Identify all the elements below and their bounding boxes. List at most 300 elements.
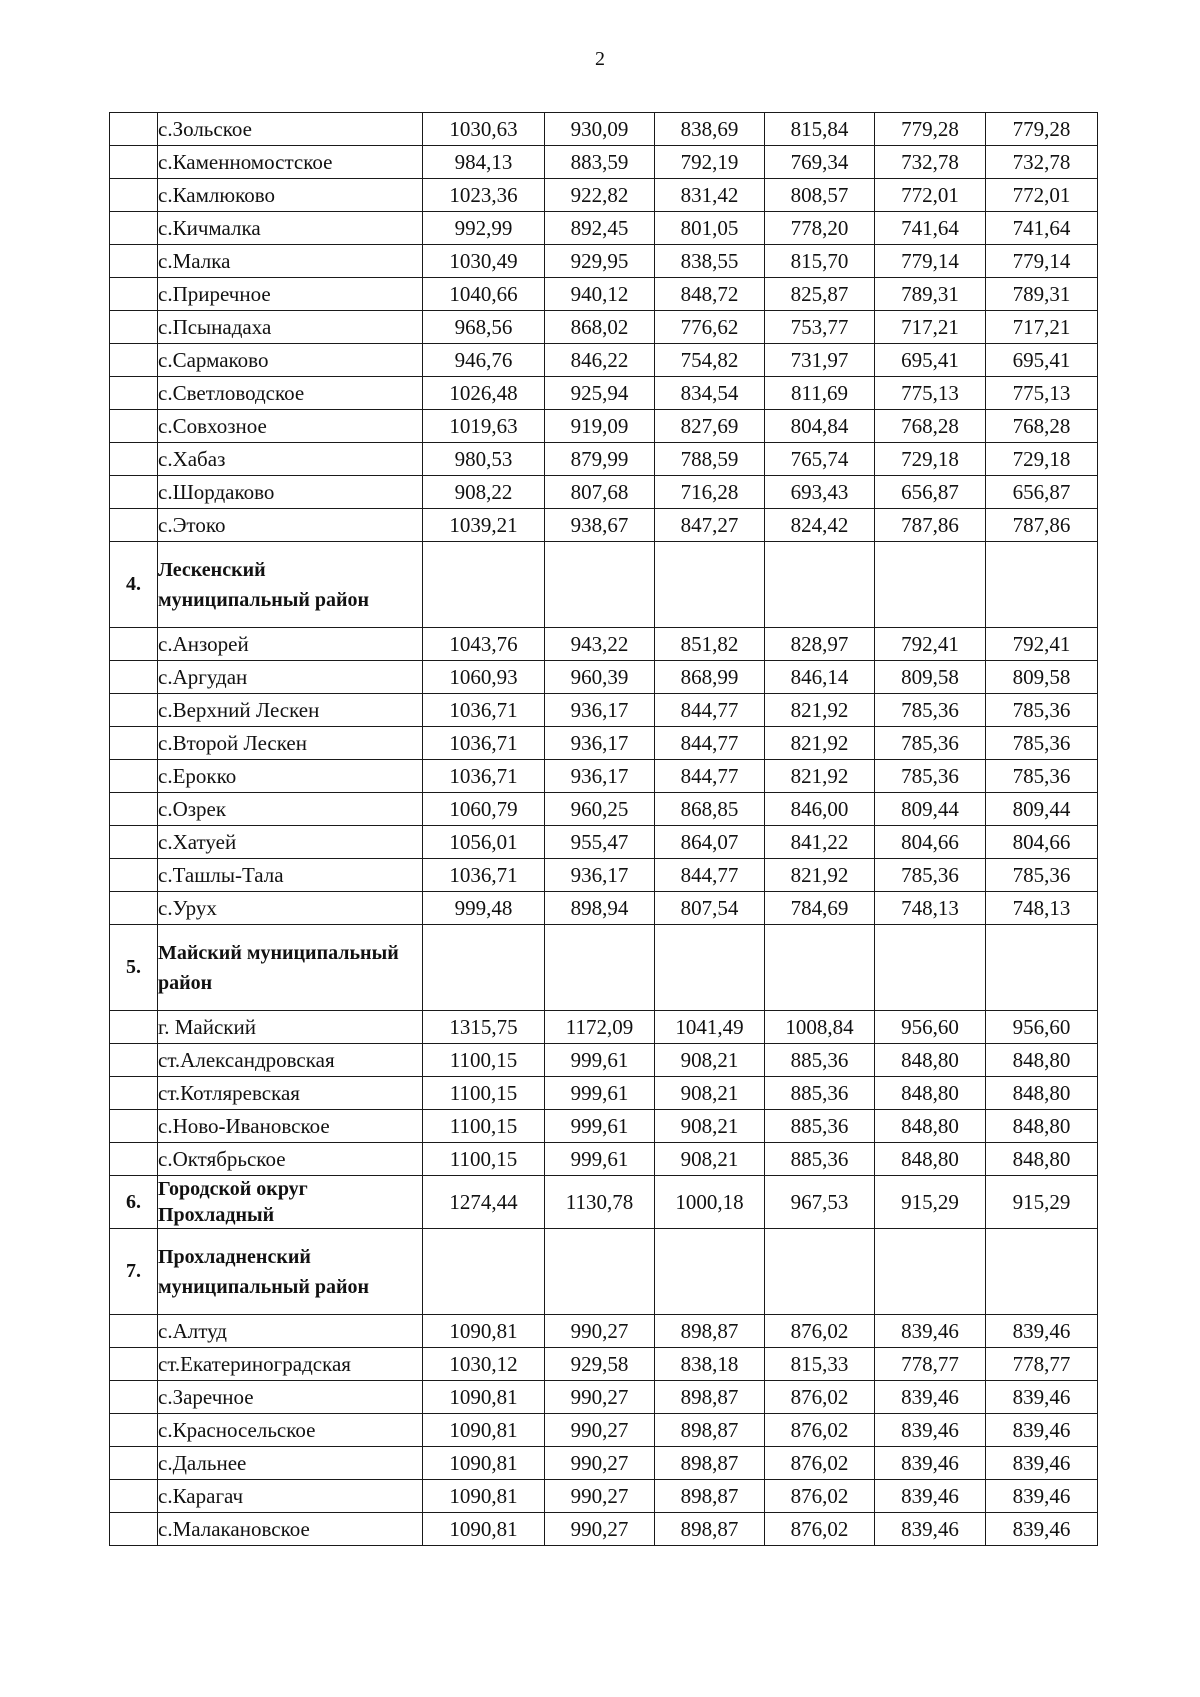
- value-cell-col-6: 775,13: [986, 377, 1098, 410]
- value-cell-col-6: 956,60: [986, 1011, 1098, 1044]
- value-cell-col-1: 1090,81: [423, 1447, 545, 1480]
- value-cell-col-4: 769,34: [765, 146, 875, 179]
- table-row: [110, 1110, 1098, 1143]
- row-number-cell: 7.: [110, 1229, 158, 1315]
- value-cell-col-1: 1036,71: [423, 694, 545, 727]
- value-cell-col-1: [423, 542, 545, 628]
- row-number-cell: [110, 1110, 158, 1143]
- value-cell-col-5: 839,46: [875, 1414, 986, 1447]
- value-cell-col-1: 1090,81: [423, 1414, 545, 1447]
- value-cell-col-6: 785,36: [986, 859, 1098, 892]
- value-cell-col-4: 815,70: [765, 245, 875, 278]
- value-cell-col-6: 839,46: [986, 1414, 1098, 1447]
- table-row: [110, 443, 1098, 476]
- value-cell-col-4: [765, 925, 875, 1011]
- settlement-name-cell: с.Совхозное: [158, 410, 423, 443]
- value-cell-col-2: 943,22: [545, 628, 655, 661]
- value-cell-col-1: 1023,36: [423, 179, 545, 212]
- settlement-name-cell: с.Малка: [158, 245, 423, 278]
- value-cell-col-3: 754,82: [655, 344, 765, 377]
- value-cell-col-6: 848,80: [986, 1077, 1098, 1110]
- value-cell-col-3: 908,21: [655, 1077, 765, 1110]
- value-cell-col-3: 898,87: [655, 1315, 765, 1348]
- value-cell-col-4: 821,92: [765, 727, 875, 760]
- value-cell-col-1: 999,48: [423, 892, 545, 925]
- table-row: [110, 278, 1098, 311]
- value-cell-col-6: 848,80: [986, 1143, 1098, 1176]
- row-number-cell: [110, 1143, 158, 1176]
- value-cell-col-2: 960,39: [545, 661, 655, 694]
- value-cell-col-2: 892,45: [545, 212, 655, 245]
- value-cell-col-1: [423, 925, 545, 1011]
- value-cell-col-3: 844,77: [655, 727, 765, 760]
- value-cell-col-2: 922,82: [545, 179, 655, 212]
- row-number-cell: [110, 694, 158, 727]
- value-cell-col-5: [875, 925, 986, 1011]
- value-cell-col-6: 779,14: [986, 245, 1098, 278]
- value-cell-col-5: 717,21: [875, 311, 986, 344]
- value-cell-col-4: 821,92: [765, 859, 875, 892]
- value-cell-col-3: 908,21: [655, 1044, 765, 1077]
- value-cell-col-6: 839,46: [986, 1480, 1098, 1513]
- row-number-cell: [110, 245, 158, 278]
- value-cell-col-3: 801,05: [655, 212, 765, 245]
- value-cell-col-3: [655, 1229, 765, 1315]
- table-row: [110, 826, 1098, 859]
- value-cell-col-5: 729,18: [875, 443, 986, 476]
- row-number-cell: [110, 1480, 158, 1513]
- value-cell-col-2: 990,27: [545, 1447, 655, 1480]
- value-cell-col-5: 848,80: [875, 1077, 986, 1110]
- value-cell-col-5: 787,86: [875, 509, 986, 542]
- table-row: [110, 793, 1098, 826]
- value-cell-col-2: [545, 925, 655, 1011]
- settlement-name-cell: с.Шордаково: [158, 476, 423, 509]
- value-cell-col-3: [655, 925, 765, 1011]
- value-cell-col-3: 716,28: [655, 476, 765, 509]
- value-cell-col-5: 695,41: [875, 344, 986, 377]
- value-cell-col-2: 929,95: [545, 245, 655, 278]
- value-cell-col-2: 883,59: [545, 146, 655, 179]
- value-cell-col-1: 1039,21: [423, 509, 545, 542]
- table-row: [110, 661, 1098, 694]
- table-row: [110, 1143, 1098, 1176]
- value-cell-col-1: 968,56: [423, 311, 545, 344]
- row-number-cell: 4.: [110, 542, 158, 628]
- value-cell-col-6: 695,41: [986, 344, 1098, 377]
- value-cell-col-5: 779,28: [875, 113, 986, 146]
- table-row: [110, 1077, 1098, 1110]
- value-cell-col-3: 908,21: [655, 1110, 765, 1143]
- value-cell-col-6: 768,28: [986, 410, 1098, 443]
- settlement-name-cell: с.Аргудан: [158, 661, 423, 694]
- value-cell-col-3: 908,21: [655, 1143, 765, 1176]
- tariff-table: [109, 112, 1098, 1546]
- value-cell-col-6: 717,21: [986, 311, 1098, 344]
- value-cell-col-3: 834,54: [655, 377, 765, 410]
- row-number-cell: [110, 826, 158, 859]
- value-cell-col-3: 838,55: [655, 245, 765, 278]
- value-cell-col-3: 776,62: [655, 311, 765, 344]
- table-row: [110, 311, 1098, 344]
- value-cell-col-6: 839,46: [986, 1513, 1098, 1546]
- value-cell-col-2: 919,09: [545, 410, 655, 443]
- row-number-cell: [110, 1348, 158, 1381]
- value-cell-col-3: 864,07: [655, 826, 765, 859]
- settlement-name-cell: с.Малакановское: [158, 1513, 423, 1546]
- value-cell-col-4: [765, 542, 875, 628]
- value-cell-col-6: [986, 1229, 1098, 1315]
- value-cell-col-4: 841,22: [765, 826, 875, 859]
- value-cell-col-1: 1090,81: [423, 1381, 545, 1414]
- value-cell-col-6: 779,28: [986, 113, 1098, 146]
- value-cell-col-3: 844,77: [655, 760, 765, 793]
- settlement-name-cell: с.Анзорей: [158, 628, 423, 661]
- settlement-name-cell: с.Ташлы-Тала: [158, 859, 423, 892]
- row-number-cell: [110, 1447, 158, 1480]
- row-number-cell: [110, 509, 158, 542]
- settlement-name-cell: с.Красносельское: [158, 1414, 423, 1447]
- value-cell-col-5: 848,80: [875, 1044, 986, 1077]
- table-row: [110, 1315, 1098, 1348]
- value-cell-col-3: 898,87: [655, 1513, 765, 1546]
- value-cell-col-5: 785,36: [875, 727, 986, 760]
- table-row: [110, 410, 1098, 443]
- settlement-name-cell: с.Ново-Ивановское: [158, 1110, 423, 1143]
- value-cell-col-5: 839,46: [875, 1315, 986, 1348]
- value-cell-col-5: 656,87: [875, 476, 986, 509]
- value-cell-col-4: 825,87: [765, 278, 875, 311]
- value-cell-col-4: 876,02: [765, 1513, 875, 1546]
- value-cell-col-4: 876,02: [765, 1381, 875, 1414]
- value-cell-col-3: 898,87: [655, 1414, 765, 1447]
- value-cell-col-2: 936,17: [545, 760, 655, 793]
- settlement-name-cell: с.Хабаз: [158, 443, 423, 476]
- value-cell-col-6: 785,36: [986, 727, 1098, 760]
- value-cell-col-2: 990,27: [545, 1414, 655, 1447]
- value-cell-col-4: [765, 1229, 875, 1315]
- value-cell-col-1: 1315,75: [423, 1011, 545, 1044]
- row-number-cell: [110, 793, 158, 826]
- settlement-name-cell: с.Сармаково: [158, 344, 423, 377]
- value-cell-col-1: 1090,81: [423, 1480, 545, 1513]
- settlement-name-cell: с.Верхний Лескен: [158, 694, 423, 727]
- value-cell-col-2: 936,17: [545, 727, 655, 760]
- row-number-cell: [110, 443, 158, 476]
- value-cell-col-3: 827,69: [655, 410, 765, 443]
- value-cell-col-1: 1090,81: [423, 1315, 545, 1348]
- settlement-name-cell: ст.Екатериноградская: [158, 1348, 423, 1381]
- value-cell-col-1: 1043,76: [423, 628, 545, 661]
- value-cell-col-6: 785,36: [986, 694, 1098, 727]
- value-cell-col-4: 808,57: [765, 179, 875, 212]
- value-cell-col-5: 915,29: [875, 1176, 986, 1229]
- value-cell-col-2: 960,25: [545, 793, 655, 826]
- value-cell-col-6: [986, 542, 1098, 628]
- value-cell-col-5: 778,77: [875, 1348, 986, 1381]
- value-cell-col-1: 1040,66: [423, 278, 545, 311]
- value-cell-col-2: 807,68: [545, 476, 655, 509]
- value-cell-col-1: 1060,79: [423, 793, 545, 826]
- value-cell-col-4: 753,77: [765, 311, 875, 344]
- table-row: [110, 476, 1098, 509]
- value-cell-col-1: 1036,71: [423, 859, 545, 892]
- row-number-cell: [110, 146, 158, 179]
- value-cell-col-4: 1008,84: [765, 1011, 875, 1044]
- row-number-cell: [110, 1044, 158, 1077]
- table-row: [110, 1480, 1098, 1513]
- value-cell-col-4: 876,02: [765, 1315, 875, 1348]
- value-cell-col-4: 731,97: [765, 344, 875, 377]
- district-name-cell: Майский муниципальный район: [158, 925, 423, 1011]
- value-cell-col-6: 792,41: [986, 628, 1098, 661]
- value-cell-col-2: 990,27: [545, 1513, 655, 1546]
- district-name-cell: Лескенский муниципальный район: [158, 542, 423, 628]
- value-cell-col-6: 839,46: [986, 1315, 1098, 1348]
- table-row: [110, 694, 1098, 727]
- row-number-cell: [110, 859, 158, 892]
- value-cell-col-2: 990,27: [545, 1381, 655, 1414]
- value-cell-col-5: 779,14: [875, 245, 986, 278]
- table-row: [110, 1044, 1098, 1077]
- value-cell-col-6: 787,86: [986, 509, 1098, 542]
- value-cell-col-3: 868,99: [655, 661, 765, 694]
- row-number-cell: [110, 476, 158, 509]
- district-name-cell: Прохладненский муниципальный район: [158, 1229, 423, 1315]
- value-cell-col-2: [545, 1229, 655, 1315]
- value-cell-col-5: 741,64: [875, 212, 986, 245]
- row-number-cell: [110, 1414, 158, 1447]
- value-cell-col-4: 778,20: [765, 212, 875, 245]
- settlement-name-cell: с.Приречное: [158, 278, 423, 311]
- value-cell-col-6: 732,78: [986, 146, 1098, 179]
- table-row: [110, 146, 1098, 179]
- value-cell-col-5: 772,01: [875, 179, 986, 212]
- value-cell-col-3: 851,82: [655, 628, 765, 661]
- value-cell-col-1: 1036,71: [423, 760, 545, 793]
- table-row: [110, 628, 1098, 661]
- settlement-name-cell: с.Озрек: [158, 793, 423, 826]
- value-cell-col-4: 804,84: [765, 410, 875, 443]
- settlement-name-cell: с.Этоко: [158, 509, 423, 542]
- value-cell-col-5: 839,46: [875, 1381, 986, 1414]
- value-cell-col-5: 732,78: [875, 146, 986, 179]
- value-cell-col-3: [655, 542, 765, 628]
- value-cell-col-1: 1060,93: [423, 661, 545, 694]
- value-cell-col-5: 789,31: [875, 278, 986, 311]
- value-cell-col-5: 839,46: [875, 1480, 986, 1513]
- row-number-cell: [110, 892, 158, 925]
- table-row: [110, 859, 1098, 892]
- value-cell-col-4: 846,14: [765, 661, 875, 694]
- value-cell-col-5: 785,36: [875, 859, 986, 892]
- value-cell-col-6: 741,64: [986, 212, 1098, 245]
- value-cell-col-1: 984,13: [423, 146, 545, 179]
- table-row: [110, 1381, 1098, 1414]
- value-cell-col-3: 831,42: [655, 179, 765, 212]
- settlement-name-cell: с.Урух: [158, 892, 423, 925]
- page-number: 2: [595, 48, 605, 70]
- row-number-cell: [110, 377, 158, 410]
- value-cell-col-1: 1090,81: [423, 1513, 545, 1546]
- value-cell-col-2: 936,17: [545, 694, 655, 727]
- value-cell-col-2: 936,17: [545, 859, 655, 892]
- settlement-name-cell: с.Зольское: [158, 113, 423, 146]
- value-cell-col-4: 846,00: [765, 793, 875, 826]
- table-row: [110, 727, 1098, 760]
- value-cell-col-1: 1030,63: [423, 113, 545, 146]
- value-cell-col-6: 848,80: [986, 1044, 1098, 1077]
- value-cell-col-5: 775,13: [875, 377, 986, 410]
- value-cell-col-6: 789,31: [986, 278, 1098, 311]
- table-row: [110, 1447, 1098, 1480]
- value-cell-col-5: 768,28: [875, 410, 986, 443]
- value-cell-col-2: 929,58: [545, 1348, 655, 1381]
- value-cell-col-1: 1026,48: [423, 377, 545, 410]
- value-cell-col-3: 788,59: [655, 443, 765, 476]
- value-cell-col-2: 940,12: [545, 278, 655, 311]
- value-cell-col-4: 885,36: [765, 1077, 875, 1110]
- row-number-cell: [110, 1077, 158, 1110]
- table-row: [110, 1348, 1098, 1381]
- row-number-cell: [110, 410, 158, 443]
- value-cell-col-4: 784,69: [765, 892, 875, 925]
- value-cell-col-1: 992,99: [423, 212, 545, 245]
- table-row: [110, 377, 1098, 410]
- table-row: [110, 760, 1098, 793]
- value-cell-col-4: 967,53: [765, 1176, 875, 1229]
- value-cell-col-6: 848,80: [986, 1110, 1098, 1143]
- row-number-cell: [110, 1315, 158, 1348]
- value-cell-col-3: 1000,18: [655, 1176, 765, 1229]
- value-cell-col-3: 898,87: [655, 1381, 765, 1414]
- value-cell-col-3: 1041,49: [655, 1011, 765, 1044]
- value-cell-col-1: 1030,49: [423, 245, 545, 278]
- value-cell-col-3: 898,87: [655, 1447, 765, 1480]
- value-cell-col-1: 908,22: [423, 476, 545, 509]
- row-number-cell: [110, 760, 158, 793]
- district-name-cell: Городской округ Прохладный: [158, 1176, 423, 1229]
- value-cell-col-1: 1100,15: [423, 1110, 545, 1143]
- settlement-name-cell: с.Ерокко: [158, 760, 423, 793]
- table-row: [110, 113, 1098, 146]
- value-cell-col-2: 930,09: [545, 113, 655, 146]
- row-number-cell: 5.: [110, 925, 158, 1011]
- value-cell-col-1: 946,76: [423, 344, 545, 377]
- district-row: [110, 542, 1098, 628]
- value-cell-col-2: 868,02: [545, 311, 655, 344]
- row-number-cell: 6.: [110, 1176, 158, 1229]
- value-cell-col-6: 748,13: [986, 892, 1098, 925]
- table-body: [110, 113, 1098, 1546]
- table-row: [110, 892, 1098, 925]
- value-cell-col-5: 785,36: [875, 760, 986, 793]
- value-cell-col-1: 1030,12: [423, 1348, 545, 1381]
- value-cell-col-4: 815,33: [765, 1348, 875, 1381]
- value-cell-col-4: 876,02: [765, 1480, 875, 1513]
- value-cell-col-1: [423, 1229, 545, 1315]
- value-cell-col-1: 1019,63: [423, 410, 545, 443]
- value-cell-col-6: 785,36: [986, 760, 1098, 793]
- value-cell-col-3: 838,18: [655, 1348, 765, 1381]
- table-row: [110, 245, 1098, 278]
- value-cell-col-2: 999,61: [545, 1044, 655, 1077]
- value-cell-col-4: 876,02: [765, 1447, 875, 1480]
- value-cell-col-2: 898,94: [545, 892, 655, 925]
- settlement-name-cell: с.Заречное: [158, 1381, 423, 1414]
- value-cell-col-4: 815,84: [765, 113, 875, 146]
- value-cell-col-4: 828,97: [765, 628, 875, 661]
- row-number-cell: [110, 628, 158, 661]
- value-cell-col-3: 844,77: [655, 694, 765, 727]
- value-cell-col-6: 729,18: [986, 443, 1098, 476]
- value-cell-col-3: 807,54: [655, 892, 765, 925]
- value-cell-col-3: 792,19: [655, 146, 765, 179]
- value-cell-col-5: 804,66: [875, 826, 986, 859]
- settlement-name-cell: с.Второй Лескен: [158, 727, 423, 760]
- value-cell-col-2: 999,61: [545, 1110, 655, 1143]
- value-cell-col-4: 765,74: [765, 443, 875, 476]
- value-cell-col-4: 811,69: [765, 377, 875, 410]
- value-cell-col-3: 868,85: [655, 793, 765, 826]
- value-cell-col-4: 885,36: [765, 1044, 875, 1077]
- district-row: [110, 1229, 1098, 1315]
- row-number-cell: [110, 344, 158, 377]
- value-cell-col-5: 792,41: [875, 628, 986, 661]
- table-row: [110, 179, 1098, 212]
- value-cell-col-4: 693,43: [765, 476, 875, 509]
- value-cell-col-4: 885,36: [765, 1110, 875, 1143]
- value-cell-col-2: 879,99: [545, 443, 655, 476]
- row-number-cell: [110, 727, 158, 760]
- settlement-name-cell: г. Майский: [158, 1011, 423, 1044]
- table-row: [110, 212, 1098, 245]
- value-cell-col-1: 1100,15: [423, 1143, 545, 1176]
- value-cell-col-6: 772,01: [986, 179, 1098, 212]
- district-row: [110, 1176, 1098, 1229]
- value-cell-col-4: 821,92: [765, 760, 875, 793]
- row-number-cell: [110, 1381, 158, 1414]
- settlement-name-cell: ст.Александровская: [158, 1044, 423, 1077]
- table-row: [110, 1414, 1098, 1447]
- settlement-name-cell: с.Карагач: [158, 1480, 423, 1513]
- value-cell-col-4: 876,02: [765, 1414, 875, 1447]
- settlement-name-cell: с.Камлюково: [158, 179, 423, 212]
- value-cell-col-3: 838,69: [655, 113, 765, 146]
- value-cell-col-5: 956,60: [875, 1011, 986, 1044]
- value-cell-col-2: 955,47: [545, 826, 655, 859]
- value-cell-col-2: 1172,09: [545, 1011, 655, 1044]
- value-cell-col-2: 999,61: [545, 1077, 655, 1110]
- value-cell-col-5: 839,46: [875, 1513, 986, 1546]
- value-cell-col-1: 1274,44: [423, 1176, 545, 1229]
- settlement-name-cell: с.Кичмалка: [158, 212, 423, 245]
- value-cell-col-6: 839,46: [986, 1381, 1098, 1414]
- value-cell-col-5: 839,46: [875, 1447, 986, 1480]
- value-cell-col-4: 885,36: [765, 1143, 875, 1176]
- row-number-cell: [110, 1011, 158, 1044]
- row-number-cell: [110, 1513, 158, 1546]
- value-cell-col-6: 804,66: [986, 826, 1098, 859]
- district-row: [110, 925, 1098, 1011]
- value-cell-col-2: [545, 542, 655, 628]
- value-cell-col-1: 1036,71: [423, 727, 545, 760]
- value-cell-col-2: 1130,78: [545, 1176, 655, 1229]
- value-cell-col-6: 915,29: [986, 1176, 1098, 1229]
- value-cell-col-2: 990,27: [545, 1315, 655, 1348]
- row-number-cell: [110, 212, 158, 245]
- row-number-cell: [110, 113, 158, 146]
